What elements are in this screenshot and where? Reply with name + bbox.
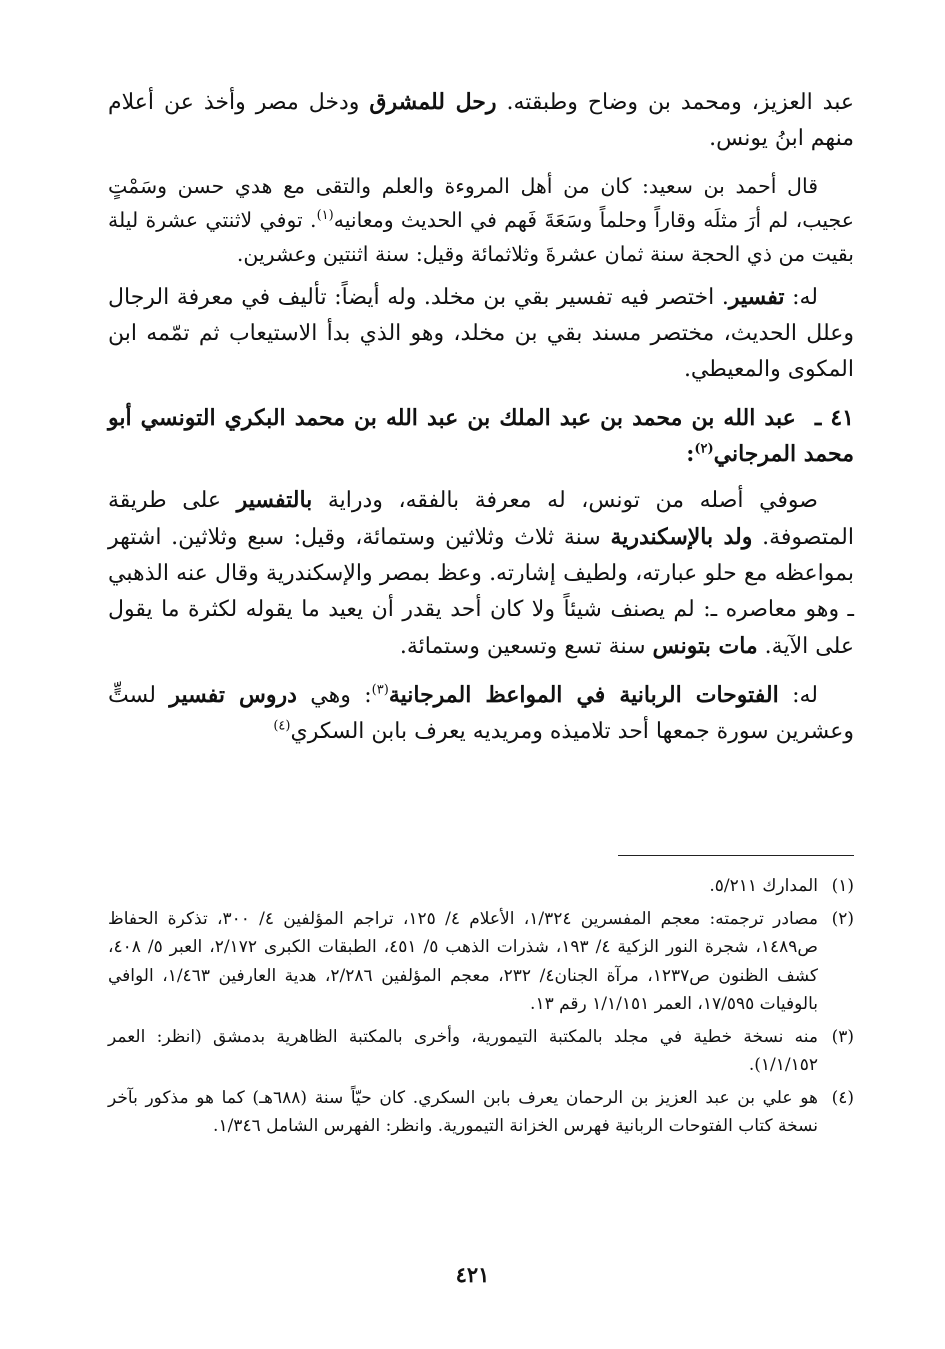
page-number: ٤٢١ [455, 1262, 490, 1287]
footnote-number: (٣) [831, 1026, 854, 1047]
footnote-ref[interactable]: (١) [316, 208, 334, 224]
footnote-ref[interactable]: (٣) [371, 682, 389, 698]
footnote [108, 872, 854, 901]
footnote-text: المدارك ٥/٢١١. [709, 876, 818, 896]
footnote [108, 1023, 854, 1080]
bold-phrase: رحل للمشرق [369, 89, 497, 115]
footnote-ref[interactable]: (٢) [694, 441, 714, 457]
footnote [108, 1084, 854, 1141]
footnote-divider [618, 855, 854, 856]
bold-phrase: بالتفسير [236, 487, 313, 513]
footnotes [108, 872, 854, 1145]
footnote-number: (٢) [831, 908, 854, 929]
entry-number: ٤١ ـ [814, 405, 854, 431]
paragraph-works-2: له: الفتوحات الربانية في المواعظ المرجانية$^{(٣)}$: وهي دروس تفسير لستٍّ وعشرين سورة جمعها أحد تلاميذه ومريديه يعرف بابن السكري$^{(٤)}$ [108, 682, 854, 744]
paragraph-biography: صوفي أصله من تونس، له معرفة بالفقه، ودراية بالتفسير على طريقة المتصوفة. ولد بالإسكندرية سنة ثلاث وثلاثين وستمائة، وقيل: سبع وثلاثين. اشتهر بمواعظه مع حلو عبارته، ولطيف إشارته. وعظ بمصر والإسكندرية وقال عنه الذهبي ـ وهو معاصره ـ: لم يصنف شيئاً ولا كان أحد يقدر أن يعيد ما يقوله لكثرة ما يقول على الآية. مات بتونس سنة تسع وتسعين وستمائة. [108, 487, 854, 659]
footnote-number: (١) [831, 876, 854, 896]
entry-heading: ٤١ ـ عبد الله بن محمد بن عبد الملك بن عبد الله بن محمد البكري التونسي أبو محمد المرجاني$^{(٢)}$: [108, 405, 854, 467]
footnote-text: منه نسخة خطية في مجلد بالمكتبة التيمورية، وأخرى بالمكتبة الظاهرية بدمشق (انظر: العمر ١/١/١٥٢). [108, 1026, 818, 1075]
bold-phrase: مات بتونس [652, 633, 758, 659]
bold-phrase: الفتوحات الربانية في المواعظ المرجانية [388, 682, 779, 708]
entry-name: عبد الله بن محمد بن عبد الملك بن عبد الله بن محمد البكري التونسي أبو محمد المرجاني [108, 405, 854, 467]
bold-phrase: تفسير [728, 284, 785, 310]
footnote-text: هو علي بن عبد العزيز بن الرحمان يعرف بابن السكري. كان حيّاً سنة (٦٨٨هـ) كما هو مذكور بآخر نسخة كتاب الفتوحات الربانية فهرس الخزانة التيمورية. وانظر: الفهرس الشامل ١/٣٤٦. [108, 1087, 818, 1136]
footnote [108, 905, 854, 1019]
paragraph-continuation: عبد العزيز، ومحمد بن وضاح وطبقته. رحل للمشرق ودخل مصر وأخذ عن أعلام منهم ابنُ يونس. [108, 89, 854, 151]
bold-phrase: ولد بالإسكندرية [610, 524, 753, 550]
footnote-ref[interactable]: (٤) [273, 718, 291, 734]
main-text [108, 84, 854, 762]
footnote-text: مصادر ترجمته: معجم المفسرين ١/٣٢٤، الأعلام ٤/ ١٢٥، تراجم المؤلفين ٤/ ٣٠٠، تذكرة الحفاظ ص١٤٨٩، شجرة النور الزكية ٤/ ١٩٣، شذرات الذهب ٥/ ٤٥١، الطبقات الكبرى ٢/١٧٢، العبر ٥/ ٤٠٨، كشف الظنون ص١٢٣٧، مرآة الجنان٤/ ٢٣٢، معجم المؤلفين ٢/٢٨٦، هدية العارفين ١/٤٦٣، الوافي بالوفيات ١٧/٥٩٥، العمر ١/١/١٥١ رقم ١٣. [108, 908, 818, 1014]
paragraph-works: له: تفسير. اختصر فيه تفسير بقي بن مخلد. وله أيضاً: تأليف في معرفة الرجال وعلل الحديث، مختصر مسند بقي بن مخلد، وهو الذي بدأ الاستيعاب ثم تمّمه ابن المكوى والمعيطي. [108, 284, 854, 382]
bold-phrase: دروس تفسير [169, 682, 297, 708]
paragraph-quote: قال أحمد بن سعيد: كان من أهل المروءة والعلم والتقى مع هدي حسن وسَمْتٍ عجيب، لم أرَ مثلَه وقاراً وحلماً وسَعَةَ فَهم في الحديث ومعانيه$^{(١)}$. توفي لاثنتي عشرة ليلة بقيت من ذي الحجة سنة ثمان عشرةَ وثلاثمائة وقيل: سنة اثنتين وعشرين. [108, 174, 854, 266]
footnote-number: (٤) [831, 1087, 854, 1108]
